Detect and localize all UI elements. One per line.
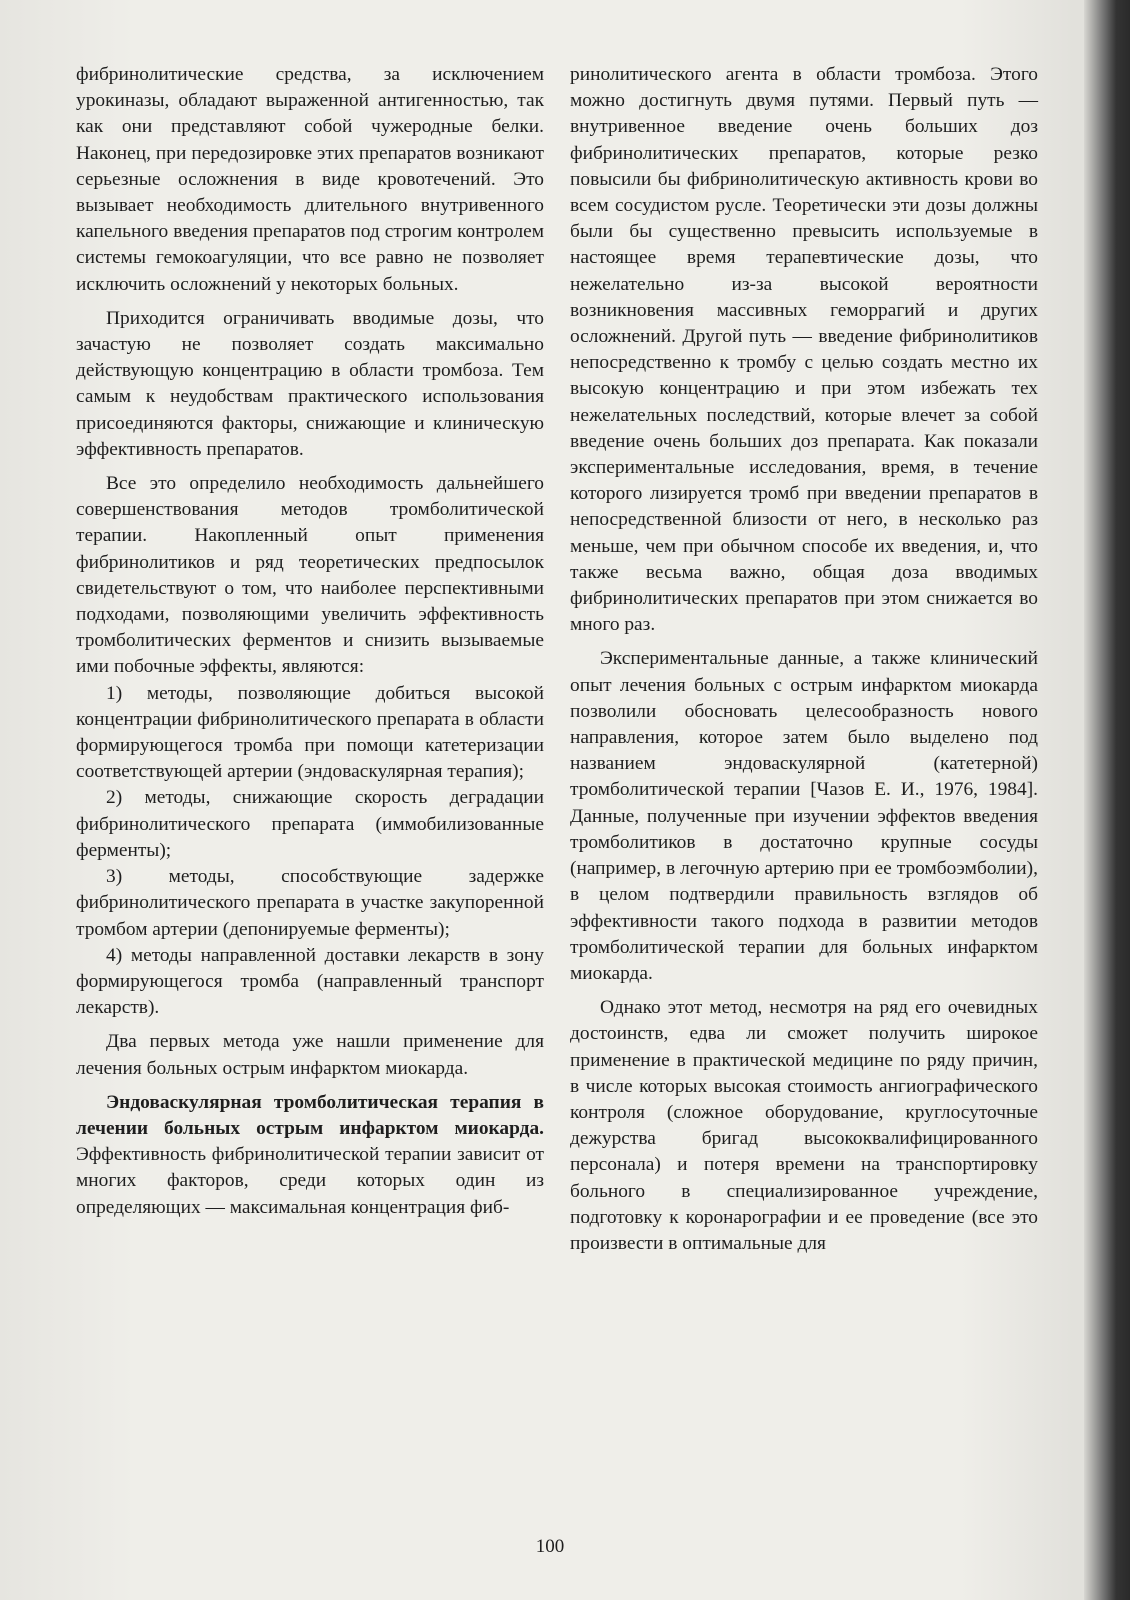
- list-item: 2) методы, снижающие скорость деградации фибринолитического препарата (иммобилизованные ферменты);: [76, 787, 544, 861]
- section-text: Эффективность фибринолитической терапии зависит от многих факторов, среди которых один из определяющих — максимальная концентрация фиб-: [76, 1144, 544, 1218]
- paragraph: Все это определило необходимость дальнейшего совершенствования методов тромболитической терапии. Накопленный опыт применения фибринолитиков и ряд теоретических предпосылок свидетельствуют о том, что наиболее перспективными подходами, позволяющими увеличить эффективность тромболитических ферментов и снизить вызываемые ими побочные эффекты, являются:: [76, 473, 544, 678]
- section-paragraph: [76, 1090, 544, 1221]
- list-item: 4) методы направленной доставки лекарств в зону формирующегося тромба (направленный транспорт лекарств).: [76, 944, 544, 1019]
- paragraph: Однако этот метод, несмотря на ряд его очевидных достоинств, едва ли сможет получить широкое применение в практической медицине по ряду причин, в числе которых высокая стоимость ангиографического контроля (сложное оборудование, круглосуточные дежурства бригад высококвалифицированного персонала) и потеря времени на транспортировку больного в специализированное учреждение, подготовку к коронарографии и ее проведение (все это произвести в оптимальные для: [570, 997, 1038, 1254]
- paragraph: ринолитического агента в области тромбоза. Этого можно достигнуть двумя путями. Первый путь — внутривенное введение очень больших доз фибринолитических препаратов, которые резко повысили бы фибринолитическую активность крови во всем сосудистом русле. Теоретически эти дозы должны были бы существенно превысить используемые в настоящее время терапевтические дозы, что нежелательно из-за высокой вероятности возникновения массивных геморрагий и других осложнений. Другой путь — введение фибринолитиков непосредственно к тромбу с целью создать местно их высокую концентрацию и при этом избежать тех нежелательных последствий, которые влечет за собой введение очень больших доз препарата. Как показали экспериментальные исследования, время, в течение которого лизируется тромб при введении препаратов в непосредственной близости от него, в несколько раз меньше, чем при обычном способе их введения, и, что также весьма важно, общая доза вводимых фибринолитических препаратов при этом снижается во много раз.: [570, 64, 1038, 636]
- paragraph: Два первых метода уже нашли применение для лечения больных острым инфарктом миокарда.: [76, 1031, 544, 1079]
- right-column: [570, 62, 1038, 1257]
- list-item: 3) методы, способствующие задержке фибринолитического препарата в участке закупоренной тромбом артерии (депонируемые ферменты);: [76, 866, 544, 940]
- paragraph: фибринолитические средства, за исключением урокиназы, обладают выраженной антигенностью, так как они представляют собой чужеродные белки. Наконец, при передозировке этих препаратов возникают серьезные осложнения в виде кровотечений. Это вызывает необходимость длительного внутривенного капельного введения препаратов под строгим контролем системы гемокоагуляции, что все равно не позволяет исключить осложнений у некоторых больных.: [76, 64, 544, 295]
- book-spine-shadow: [1084, 0, 1130, 1600]
- page-number: 100: [535, 1536, 565, 1557]
- section-heading: Эндоваскулярная тромболитическая терапия в лечении больных острым инфарктом миокарда.: [76, 1091, 544, 1139]
- left-column: [76, 62, 544, 1221]
- list-item: 1) методы, позволяющие добиться высокой концентрации фибринолитического препарата в области формирующегося тромба при помощи катетеризации соответствующей артерии (эндоваскулярная терапия);: [76, 682, 544, 783]
- paragraph: Экспериментальные данные, а также клинический опыт лечения больных с острым инфарктом миокарда позволили обосновать целесообразность нового направления, которое затем было выделено под названием эндоваскулярной (катетерной) тромболитической терапии [Чазов Е. И., 1976, 1984]. Данные, полученные при изучении эффектов введения тромболитиков в достаточно крупные сосуды (например, в легочную артерию при ее тромбоэмболии), в целом подтвердили правильность взглядов об эффективности такого подхода в развитии методов тромболитической терапии для больных инфарктом миокарда.: [570, 648, 1038, 984]
- paragraph: Приходится ограничивать вводимые дозы, что зачастую не позволяет создать максимально действующую концентрацию в области тромбоза. Тем самым к неудобствам практического использования присоединяются факторы, снижающие и клиническую эффективность препаратов.: [76, 307, 544, 460]
